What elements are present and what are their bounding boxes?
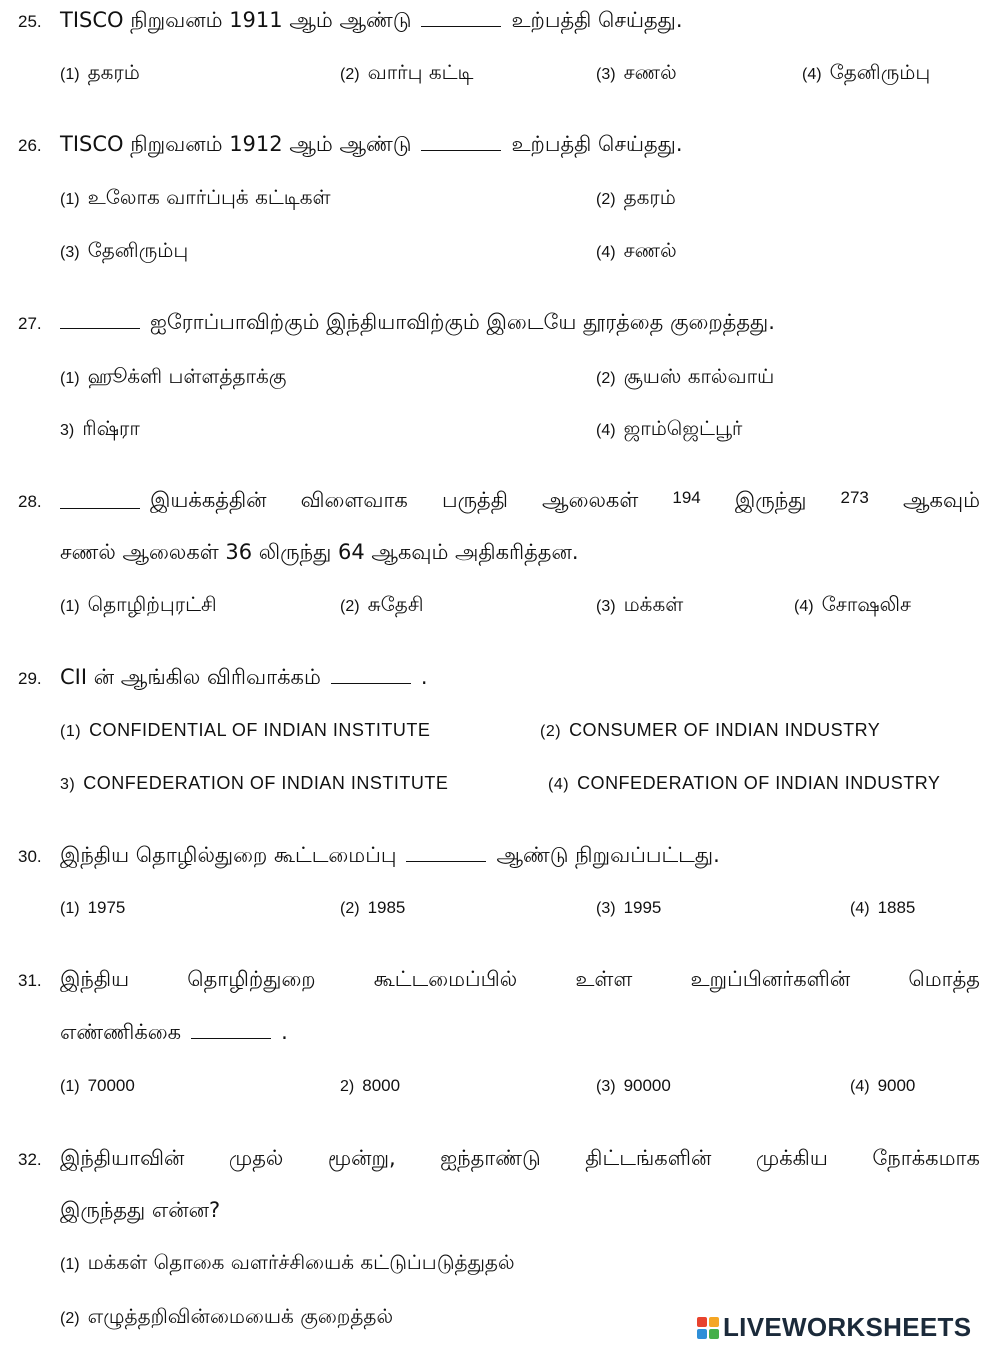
question-word: முக்கிய [755, 1146, 828, 1170]
logo-square-green [709, 1329, 719, 1339]
question-word: ஆகவும் [902, 488, 980, 512]
option-31-2[interactable]: 2) 8000 [340, 1076, 401, 1095]
question-28 [18, 488, 980, 515]
question-word: கூட்டமைப்பில் [373, 967, 518, 991]
option-28-3[interactable]: (3) மக்கள் [596, 592, 684, 616]
option-27-2[interactable]: (2) சூயஸ் கால்வாய் [596, 364, 775, 388]
question-text: CII ன் ஆங்கில விரிவாக்கம் [60, 665, 321, 689]
question-number: 28. [18, 491, 42, 511]
answer-blank[interactable] [60, 314, 140, 329]
question-number: 31. [18, 971, 42, 990]
answer-blank[interactable] [406, 847, 486, 862]
question-26 [18, 132, 683, 159]
question-word: இயக்கத்தின் [150, 488, 267, 512]
option-31-3[interactable]: (3) 90000 [596, 1076, 671, 1095]
option-26-1[interactable]: (1) உலோக வார்ப்புக் கட்டிகள் [60, 185, 331, 209]
question-number: 26. [18, 136, 42, 155]
question-text-end: உற்பத்தி செய்தது. [511, 132, 683, 156]
option-32-2[interactable]: (2) எழுத்தறிவின்மையைக் குறைத்தல் [60, 1304, 394, 1328]
question-word: ஆலைகள் [542, 488, 639, 512]
question-31-line2: எண்ணிக்கை . [60, 1020, 288, 1044]
question-word: பருத்தி [441, 488, 508, 512]
option-29-2[interactable]: (2) CONSUMER OF INDIAN INDUSTRY [540, 720, 881, 740]
question-32 [18, 1146, 980, 1173]
option-25-3[interactable]: (3) சணல் [596, 60, 677, 84]
question-text: TISCO நிறுவனம் 1912 ஆம் ஆண்டு [60, 132, 412, 156]
question-word: 194 [672, 488, 701, 507]
question-word: உள்ள [575, 967, 633, 991]
answer-blank[interactable] [421, 136, 501, 151]
question-word: இந்திய [60, 967, 130, 991]
question-27 [18, 310, 775, 337]
question-31 [18, 967, 980, 994]
logo-text: LIVEWORKSHEETS [723, 1312, 972, 1342]
question-word: மொத்த [908, 967, 980, 991]
answer-blank[interactable] [191, 1024, 271, 1039]
question-word: இந்தியாவின் [60, 1146, 185, 1170]
question-word: தொழிற்துறை [187, 967, 316, 991]
question-text: இந்திய தொழில்துறை கூட்டமைப்பு [60, 843, 397, 867]
question-text: எண்ணிக்கை [60, 1020, 182, 1044]
question-30 [18, 843, 720, 870]
question-word: உறுப்பினர்களின் [690, 967, 851, 991]
question-word: மூன்று, [327, 1146, 396, 1170]
question-word: இருந்து [734, 488, 807, 512]
option-32-1[interactable]: (1) மக்கள் தொகை வளர்ச்சியைக் கட்டுப்படுத்துதல் [60, 1250, 515, 1274]
option-30-3[interactable]: (3) 1995 [596, 898, 662, 917]
question-word: 273 [840, 488, 869, 507]
question-number: 25. [18, 12, 42, 31]
logo-square-red [697, 1317, 707, 1327]
question-number: 27. [18, 314, 42, 333]
option-27-3[interactable]: 3) ரிஷ்ரா [60, 416, 140, 440]
question-text-end: உற்பத்தி செய்தது. [511, 8, 683, 32]
question-word: திட்டங்களின் [585, 1146, 712, 1170]
answer-blank[interactable] [60, 494, 140, 509]
option-28-1[interactable]: (1) தொழிற்புரட்சி [60, 592, 217, 616]
option-30-4[interactable]: (4) 1885 [850, 898, 916, 917]
logo-square-orange [709, 1317, 719, 1327]
question-29 [18, 665, 428, 692]
question-28-line2: சணல் ஆலைகள் 36 லிருந்து 64 ஆகவும் அதிகரித்தன. [60, 540, 579, 564]
question-word: ஐந்தாண்டு [440, 1146, 541, 1170]
logo-square-blue [697, 1329, 707, 1339]
question-number: 29. [18, 669, 42, 688]
question-text-end: . [420, 665, 428, 689]
option-26-2[interactable]: (2) தகரம் [596, 185, 676, 209]
liveworksheets-logo [697, 1312, 971, 1343]
option-25-1[interactable]: (1) தகரம் [60, 60, 140, 84]
question-32-line2: இருந்தது என்ன? [60, 1198, 221, 1222]
question-word: நோக்கமாக [872, 1146, 980, 1170]
option-25-4[interactable]: (4) தேனிரும்பு [802, 60, 931, 84]
option-26-3[interactable]: (3) தேனிரும்பு [60, 238, 189, 262]
option-27-4[interactable]: (4) ஜாம்ஜெட்பூர் [596, 416, 743, 440]
option-31-4[interactable]: (4) 9000 [850, 1076, 916, 1095]
option-26-4[interactable]: (4) சணல் [596, 238, 677, 262]
question-word: முதல் [228, 1146, 284, 1170]
option-29-1[interactable]: (1) CONFIDENTIAL OF INDIAN INSTITUTE [60, 720, 431, 740]
option-30-1[interactable]: (1) 1975 [60, 898, 126, 917]
option-30-2[interactable]: (2) 1985 [340, 898, 406, 917]
option-31-1[interactable]: (1) 70000 [60, 1076, 135, 1095]
option-28-2[interactable]: (2) சுதேசி [340, 592, 424, 616]
option-29-3[interactable]: 3) CONFEDERATION OF INDIAN INSTITUTE [60, 773, 449, 793]
option-25-2[interactable]: (2) வார்பு கட்டி [340, 60, 474, 84]
question-25 [18, 8, 683, 35]
question-text: TISCO நிறுவனம் 1911 ஆம் ஆண்டு [60, 8, 412, 32]
question-text: ஐரோப்பாவிற்கும் இந்தியாவிற்கும் இடையே தூரத்தை குறைத்தது. [150, 310, 775, 334]
question-text-end: ஆண்டு நிறுவப்பட்டது. [496, 843, 720, 867]
logo-grid-icon [697, 1317, 719, 1339]
question-word: விளைவாக [300, 488, 408, 512]
option-27-1[interactable]: (1) ஹூக்ளி பள்ளத்தாக்கு [60, 364, 287, 388]
answer-blank[interactable] [331, 669, 411, 684]
option-28-4[interactable]: (4) சோஷலிச [794, 592, 912, 616]
answer-blank[interactable] [421, 12, 501, 27]
question-number: 32. [18, 1150, 42, 1169]
question-number: 30. [18, 847, 42, 866]
option-29-4[interactable]: (4) CONFEDERATION OF INDIAN INDUSTRY [548, 773, 941, 793]
